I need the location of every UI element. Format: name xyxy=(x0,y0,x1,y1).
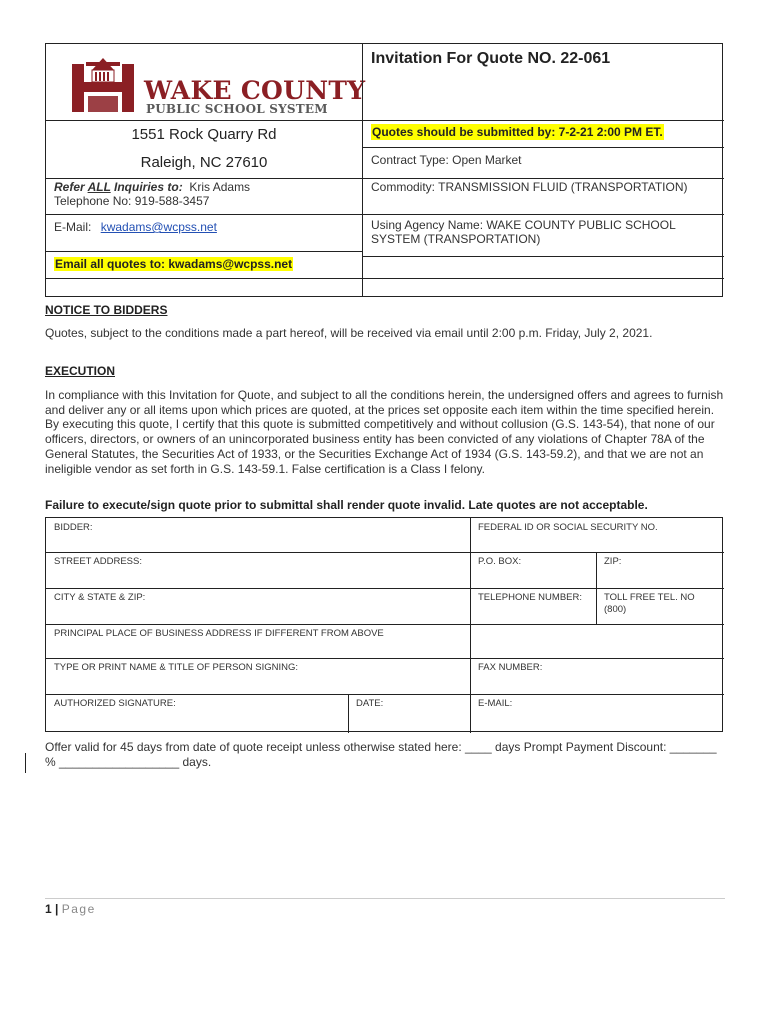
header-table xyxy=(45,43,723,297)
offer-validity-text: Offer valid for 45 days from date of quote receipt unless otherwise stated here: ____ days Prompt Payment Discount: _______ % __________________ days. xyxy=(45,740,717,769)
divider xyxy=(363,120,724,121)
divider xyxy=(46,251,362,252)
email-label: E-Mail: xyxy=(54,220,92,234)
execution-heading: EXECUTION xyxy=(45,364,116,378)
footer-divider xyxy=(45,898,725,899)
logo-name: WAKE COUNTY xyxy=(144,76,366,105)
toll-free-field[interactable]: TOLL FREE TEL. NO (800) xyxy=(604,592,695,615)
bidder-field[interactable]: BIDDER: xyxy=(54,522,93,533)
contract-type: Contract Type: Open Market xyxy=(371,153,522,167)
page-number: 1 xyxy=(45,902,52,916)
principal-place-field[interactable]: PRINCIPAL PLACE OF BUSINESS ADDRESS IF DIFFERENT FROM ABOVE xyxy=(54,628,384,639)
header-right-column xyxy=(362,44,724,296)
street-address-field[interactable]: STREET ADDRESS: xyxy=(54,556,142,567)
divider xyxy=(363,147,724,148)
school-building-icon xyxy=(72,56,134,114)
notice-text: Quotes, subject to the conditions made a part hereof, will be received via email until 2:00 p.m. Friday, July 2, 2021. xyxy=(45,326,653,340)
city-state-zip-field[interactable]: CITY & STATE & ZIP: xyxy=(54,592,146,603)
logo-subtitle: PUBLIC SCHOOL SYSTEM xyxy=(146,102,328,116)
logo xyxy=(72,54,366,116)
po-box-field[interactable]: P.O. BOX: xyxy=(478,556,522,567)
divider xyxy=(46,120,362,121)
header-left-column xyxy=(46,44,366,296)
divider xyxy=(46,214,362,215)
inquiries-block: Refer ALL Inquiries to: Kris Adams Telephone No: 919-588-3457 xyxy=(54,180,251,208)
page-label: Page xyxy=(61,902,96,916)
divider xyxy=(363,256,724,257)
email-field[interactable]: E-MAIL: xyxy=(478,698,513,709)
email-link[interactable]: kwadams@wcpss.net xyxy=(100,220,217,234)
federal-id-field[interactable]: FEDERAL ID OR SOCIAL SECURITY NO. xyxy=(478,522,658,533)
failure-notice: Failure to execute/sign quote prior to submittal shall render quote invalid. Late quotes are not acceptable. xyxy=(45,498,648,512)
inquiries-label: Refer ALL Inquiries to xyxy=(54,180,179,194)
bidder-form xyxy=(45,517,723,732)
email-line xyxy=(54,220,217,234)
quotes-due-notice: Quotes should be submitted by: 7-2-21 2:00 PM ET. xyxy=(372,125,663,139)
page-title: Invitation For Quote NO. 22-061 xyxy=(371,50,611,67)
fax-field[interactable]: FAX NUMBER: xyxy=(478,662,543,673)
divider xyxy=(46,278,362,279)
page-footer xyxy=(45,902,96,916)
name-title-field[interactable]: TYPE OR PRINT NAME & TITLE OF PERSON SIGNING: xyxy=(54,662,299,673)
address-line-2: Raleigh, NC 27610 xyxy=(140,154,268,171)
telephone-line: Telephone No: 919-588-3457 xyxy=(54,194,210,208)
divider xyxy=(363,178,724,179)
signature-field[interactable]: AUTHORIZED SIGNATURE: xyxy=(54,698,176,709)
divider xyxy=(363,214,724,215)
divider xyxy=(363,278,724,279)
page-separator: | xyxy=(55,902,59,916)
inquiries-contact: Kris Adams xyxy=(189,180,251,194)
divider xyxy=(46,178,362,179)
text-cursor xyxy=(25,753,26,773)
telephone-field[interactable]: TELEPHONE NUMBER: xyxy=(478,592,582,603)
using-agency: Using Agency Name: WAKE COUNTY PUBLIC SCHOOL SYSTEM (TRANSPORTATION) xyxy=(371,218,676,246)
notice-heading: NOTICE TO BIDDERS xyxy=(45,303,168,317)
execution-text: In compliance with this Invitation for Quote, and subject to all the conditions herein, the undersigned offers and agrees to furnish and deliver any or all items upon which prices are quoted, at the prices set opposite each item within the time specified herein. By executing this quote, I certify that this quote is submitted competitively and without collusion (G.S. 143-54), that none of our officers, directors, or owners of an unincorporated business entity has been convicted of any violations of Chapter 78A of the General Statutes, the Securities Act of 1933, or the Securities Exchange Act of 1934 (G.S. 143-59.2), and that we are not an ineligible vendor as set forth in G.S. 143-59.1. False certification is a Class I felony. xyxy=(45,388,724,476)
commodity: Commodity: TRANSMISSION FLUID (TRANSPORTATION) xyxy=(371,180,688,194)
zip-field[interactable]: ZIP: xyxy=(604,556,622,567)
email-all-quotes: Email all quotes to: kwadams@wcpss.net xyxy=(55,257,293,271)
address-line-1: 1551 Rock Quarry Rd xyxy=(131,126,277,143)
date-field[interactable]: DATE: xyxy=(356,698,384,709)
